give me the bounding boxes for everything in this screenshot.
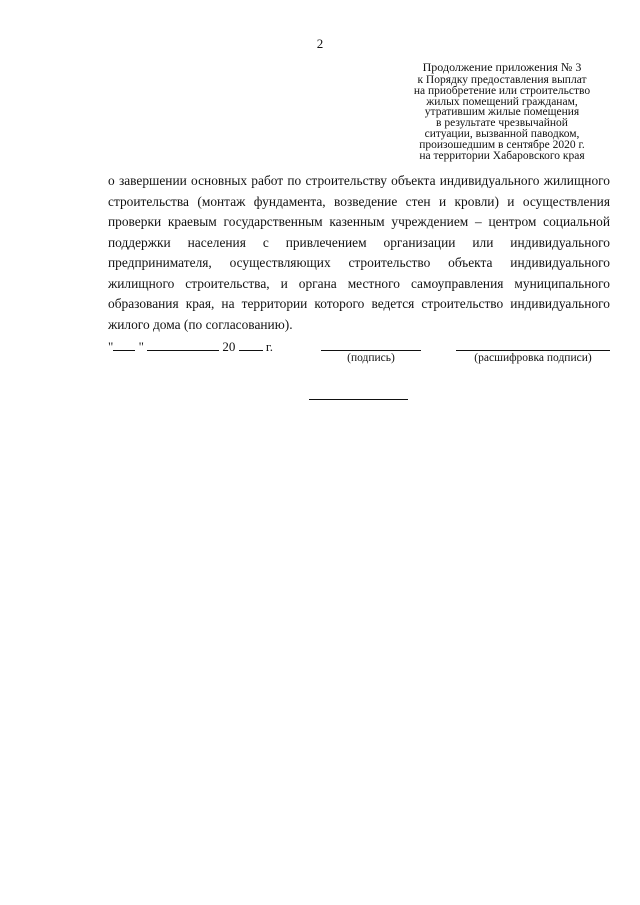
appendix-line: на приобретение или строительство	[413, 84, 591, 97]
day-blank[interactable]	[113, 337, 135, 351]
body-paragraph: о завершении основных работ по строительству объекта индивидуального жилищного строительства (монтаж фундамента, возведение стен и кровли) и осуществления проверки краевым государственным казенным учреждением – центром социальной поддержки населения с привлечением организации или индивидуального предпринимателя, осуществляющих строительство объекта индивидуального жилищного строительства, и органа местного самоуправления муниципального образования края, на территории которого ведется строительство индивидуального жилого дома (по согласованию).	[108, 173, 610, 332]
appendix-line: на территории Хабаровского края	[419, 149, 585, 162]
appendix-line: к Порядку предоставления выплат	[417, 74, 587, 86]
signature-line[interactable]	[321, 350, 421, 351]
month-blank[interactable]	[147, 337, 219, 351]
appendix-line: утратившим жилые помещения	[424, 106, 580, 119]
appendix-line: произошедшим в сентябре 2020 г.	[419, 138, 585, 151]
end-divider	[309, 399, 408, 400]
century-text: 20	[222, 339, 236, 354]
appendix-title: Продолжение приложения № 3	[422, 60, 582, 74]
date-field	[108, 337, 273, 355]
year-blank[interactable]	[239, 337, 263, 351]
quote-close: "	[138, 339, 144, 354]
signature-row	[108, 337, 610, 377]
appendix-line: жилых помещений гражданам,	[426, 95, 578, 108]
appendix-line: в результате чрезвычайной	[436, 117, 568, 130]
page-number: 2	[316, 36, 324, 51]
decoding-caption: (расшифровка подписи)	[474, 352, 592, 364]
appendix-line: ситуации, вызванной паводком,	[424, 127, 580, 140]
appendix-header	[392, 61, 612, 161]
decoding-line[interactable]	[456, 350, 610, 351]
quote-open: "	[108, 339, 114, 354]
signature-caption: (подпись)	[347, 352, 395, 364]
year-suffix: г.	[265, 339, 273, 354]
